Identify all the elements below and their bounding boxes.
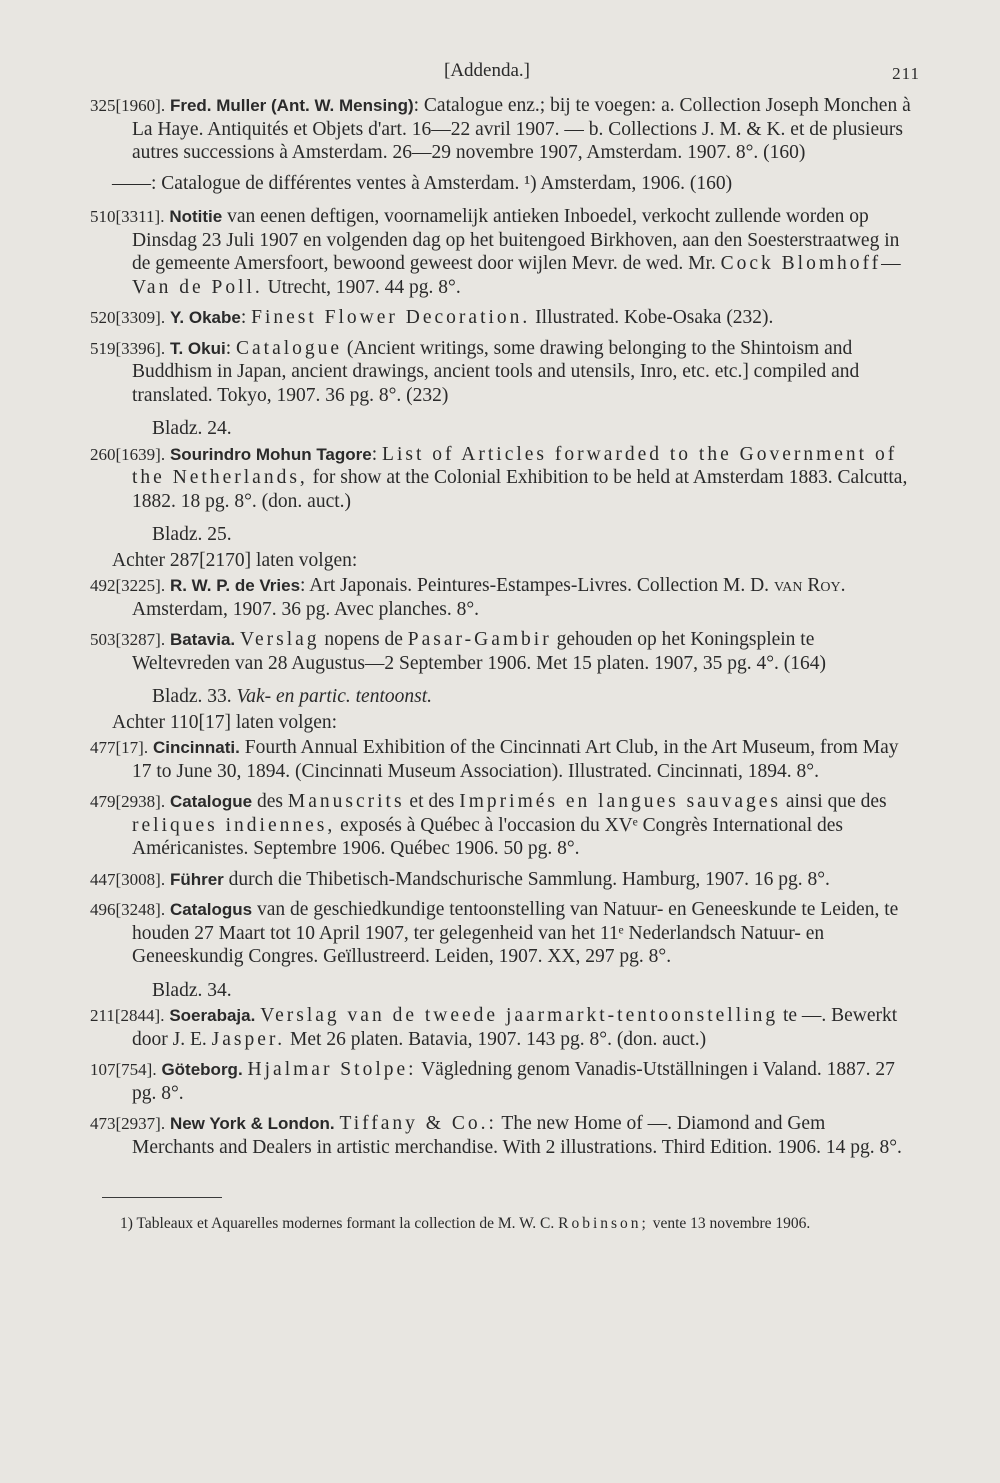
page-number: 211 (892, 64, 920, 83)
entry-author: Catalogue (169, 792, 253, 811)
entry-text: van eenen deftigen, voornamelijk antieken Inboedel, verkocht zullende worden op Dinsdag 23 Juli 1907 en volgenden dag op het buitengoed Birkhoven, aan den Soesterstraatweg in de gemeente Amersfoort, bewoond geweest door wijlen Mevr. de wed. Mr. (132, 206, 900, 274)
catalogue-entry (90, 205, 912, 299)
catalogue-entry (90, 443, 912, 514)
running-head (132, 60, 920, 94)
entry-text: The new Home of —. Diamond and Gem Merchants and Dealers in artistic merchandise. With 2 illustrations. Third Edition. 1906. 14 pg. 8°. (132, 1113, 902, 1158)
bladz-section-title: Vak- en partic. tentoonst. (236, 686, 432, 707)
entry-number: 473[2937]. (90, 1114, 166, 1133)
entry-author: Führer (169, 869, 224, 889)
footnote-marker: 1) (120, 1214, 133, 1232)
footnote (120, 1214, 912, 1234)
entry-spaced-text: Finest Flower Decoration. (251, 307, 531, 328)
entry-author: Sourindro Mohun Tagore (169, 444, 372, 464)
entry-spaced-text: Hjalmar Stolpe: (247, 1059, 417, 1080)
entry-number: 492[3225]. (90, 576, 166, 595)
entry-author: Y. Okabe (169, 308, 241, 327)
catalogue-entry (90, 736, 912, 783)
entry-spaced-text: Manuscrits (287, 791, 405, 812)
footnote-spaced-text: Robinson; (558, 1214, 649, 1232)
entry-number: 520[3309]. (90, 308, 166, 327)
entry-author: Soerabaja. (169, 1006, 256, 1025)
entry-author: New York & London. (169, 1114, 335, 1133)
entry-author: R. W. P. de Vries (169, 576, 301, 595)
entry-text: van de geschiedkundige tentoonstelling van Natuur- en Geneeskunde te Leiden, te houden 27 Maart tot 10 April 1907, ter gelegenheid van het 11ᵉ Nederlandsch Natuur- en Geneeskundig Congres. Geïllustreerd. Leiden, 1907. XX, 297 pg. 8°. (132, 899, 899, 967)
entry-number: 477[17]. (90, 738, 149, 757)
running-head-title: [Addenda.] (444, 60, 530, 81)
entry-number: 107[754]. (90, 1060, 157, 1079)
catalogue-entry (90, 868, 912, 892)
entry-spaced-text: Jasper. (211, 1028, 286, 1050)
entry-number: 447[3008]. (90, 869, 166, 889)
entry-spaced-text: Verslag (240, 629, 320, 650)
footnote-text: vente 13 novembre 1906. (648, 1214, 811, 1232)
entry-text: gehouden op het Koningsplein te Weltevreden van 28 Augustus—2 September 1906. Met 15 platen. 1907, 35 pg. 4°. (164) (132, 629, 827, 674)
entry-text: : (371, 443, 383, 465)
bladz-heading (152, 685, 912, 709)
entry-number: 510[3311]. (90, 207, 165, 226)
entry-spaced-text: List of Articles forwarded to the Government of the Netherlands, (132, 443, 898, 488)
catalogue-entry (90, 94, 912, 165)
entry-number: 496[3248]. (90, 900, 166, 919)
entry-text: : Art Japonais. Peintures-Estampes-Livres. Collection M. D. (300, 575, 774, 596)
entry-text: Utrecht, 1907. 44 pg. 8°. (262, 276, 461, 298)
entry-spaced-text: Imprimés en langues sauvages (459, 791, 781, 812)
footnote-text: Tableaux et Aquarelles modernes formant la collection de M. W. C. (132, 1214, 559, 1232)
achter-line: Achter 287[2170] laten volgen: (112, 549, 358, 571)
entry-number: 211[2844]. (90, 1006, 165, 1025)
entry-text: : Catalogue enz.; bij te voegen: a. Collection Joseph Monchen à La Haye. Antiquités et Objets d'art. 16—22 avril 1907. — b. Collections J. M. & K. et de plusieurs autres successions à Amsterdam. 26—29 novembre 1907, Amsterdam. 1907. 8°. (160) (132, 95, 911, 163)
catalogue-entry (90, 1004, 912, 1051)
entry-author: T. Okui (169, 338, 226, 358)
catalogue-entry (90, 1112, 912, 1159)
entry-spaced-text: Cock Blomhoff—Van de Poll. (132, 253, 904, 298)
entry-text: : (240, 307, 252, 328)
entry-number: 519[3396]. (90, 338, 166, 358)
catalogue-entry (90, 628, 912, 675)
entry-spaced-text: Tiffany & Co.: (339, 1113, 497, 1134)
entry-author: Catalogus (169, 900, 253, 919)
footnote-rule (102, 1197, 222, 1198)
entry-text: Met 26 platen. Batavia, 1907. 143 pg. 8°. (don. auct.) (285, 1028, 707, 1050)
entry-spaced-text: Pasar-Gambir (407, 629, 552, 650)
catalogue-entry (90, 898, 912, 969)
entry-text: exposés à Québec à l'occasion du XVᵉ Congrès International des Américanistes. Septembre 1906. Québec 1906. 50 pg. 8°. (132, 814, 843, 859)
entry-number: 260[1639]. (90, 444, 166, 464)
catalogue-entry (90, 1058, 912, 1105)
entry-text: Amsterdam, 1907. 36 pg. Avec planches. 8°. (132, 598, 479, 620)
entry-text: Vägledning genom Vanadis-Utställningen i Valand. 1887. 27 pg. 8°. (132, 1059, 895, 1104)
entry-text: Illustrated. Kobe-Osaka (232). (530, 307, 774, 328)
entry-number: 325[1960]. (90, 96, 166, 115)
achter-line: Achter 110[17] laten volgen: (112, 711, 338, 733)
entry-text: for show at the Colonial Exhibition to be held at Amsterdam 1883. Calcutta, 1882. 18 pg. 8°. (don. auct.) (132, 467, 908, 512)
dash-entry: ——: Catalogue de différentes ventes à Amsterdam. ¹) Amsterdam, 1906. (160) (112, 172, 733, 194)
entry-text: te —. Bewerkt door J. E. (132, 1005, 898, 1050)
entry-text: nopens de (319, 629, 408, 650)
entry-author: Batavia. (169, 630, 236, 649)
entry-text: et des (404, 791, 460, 812)
bladz-heading: Bladz. 24. (152, 418, 232, 439)
entry-author: Fred. Muller (Ant. W. Mensing) (169, 96, 414, 115)
entry-number: 503[3287]. (90, 630, 166, 649)
entry-number: 479[2938]. (90, 792, 166, 811)
entry-author: Göteborg. (161, 1060, 243, 1079)
entry-text: des (252, 791, 288, 812)
entry-text: (Ancient writings, some drawing belonging to the Shintoism and Buddhism in Japan, ancient drawings, ancient tools and utensils, Inro, etc. etc.] compiled and translated. Tokyo, 1907. 36 pg. 8°. (232) (132, 337, 860, 406)
bladz-heading: Bladz. 25. (152, 524, 232, 545)
entry-spaced-text: Verslag van de tweede jaarmarkt-tentoonstelling (260, 1005, 779, 1026)
entry-author: Notitie (169, 207, 223, 226)
entry-text: durch die Thibetisch-Mandschurische Sammlung. Hamburg, 1907. 16 pg. 8°. (223, 868, 830, 890)
bladz-label: Bladz. 33. (152, 686, 232, 707)
entry-author: Cincinnati. (152, 738, 240, 757)
entry-text: Fourth Annual Exhibition of the Cincinnati Art Club, in the Art Museum, from May 17 to June 30, 1894. (Cincinnati Museum Association). Illustrated. Cincinnati, 1894. 8°. (132, 737, 899, 782)
entry-text: : (225, 337, 236, 359)
entry-spaced-text: Catalogue (235, 337, 343, 359)
catalogue-entry (90, 306, 912, 330)
entry-text: ainsi que des (780, 791, 887, 812)
entry-spaced-text: reliques indiennes, (132, 814, 336, 836)
catalogue-entry (90, 574, 912, 621)
catalogue-entry (90, 790, 912, 861)
catalogue-entry (90, 337, 912, 408)
bladz-heading: Bladz. 34. (152, 979, 232, 1001)
entry-smallcaps-text: van Roy. (773, 575, 846, 596)
